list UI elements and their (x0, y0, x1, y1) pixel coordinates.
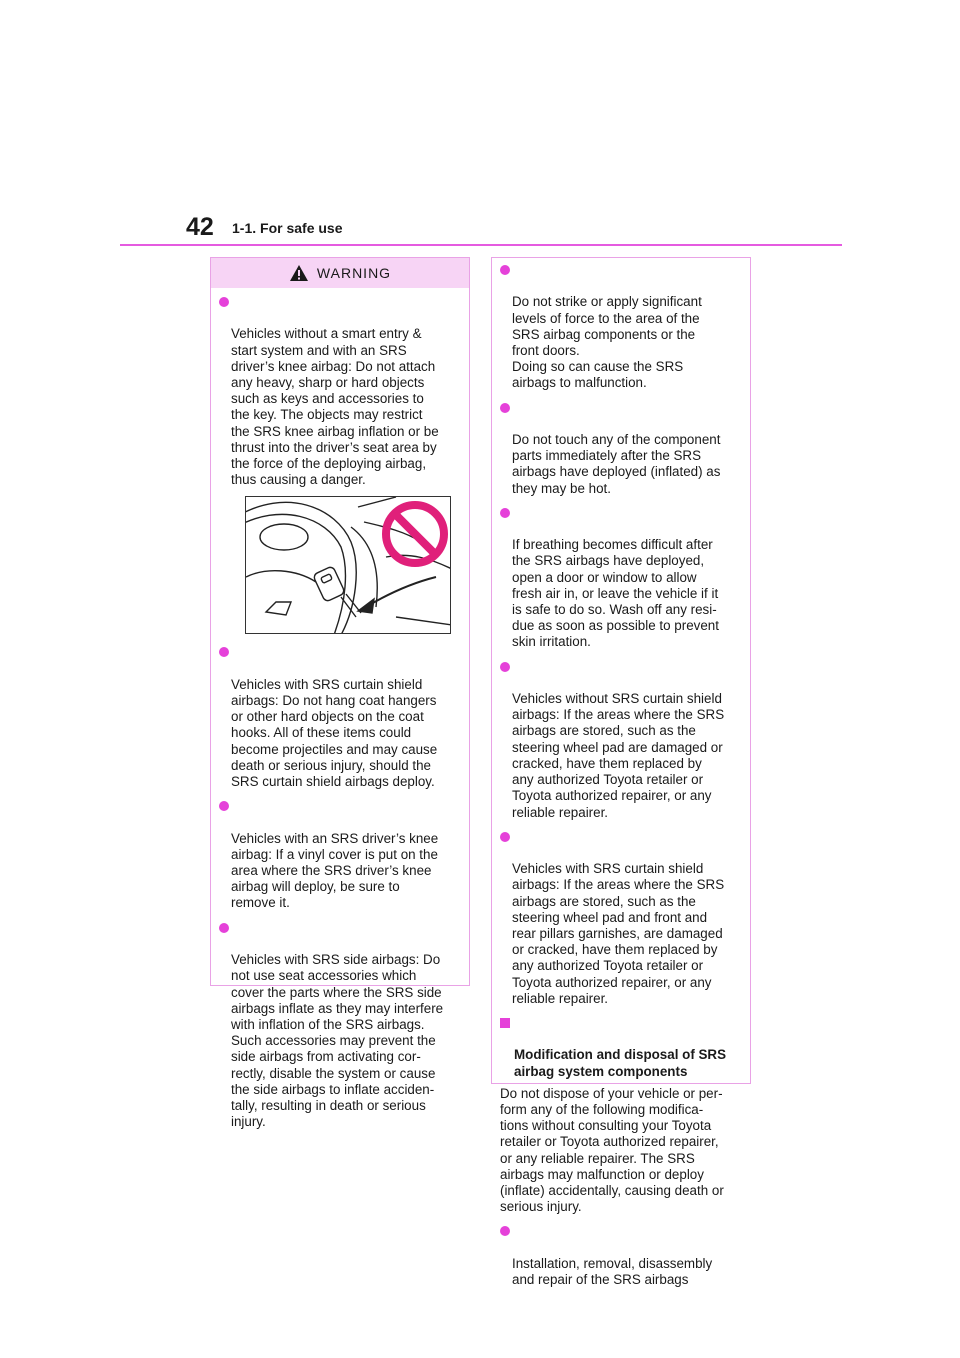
list-item-text: Vehicles with SRS side airbags: Do not use seat accessories which cover the parts where the SRS side airbags inflate as they may interfere with inflation of the SRS airbags. Such accessories may prevent the side airbags from activating cor- rectly, disable the system or cause the side airbags to inflate acciden- tally, resulting in death or serious injury. (231, 952, 444, 1130)
page-number: 42 (186, 213, 214, 241)
list-item (500, 659, 744, 821)
list-item-text: Do not touch any of the component parts immediately after the SRS airbags have deployed (inflated) as they may be hot. (512, 432, 721, 496)
list-item-text: Vehicles with SRS curtain shield airbags: Do not hang coat hangers or other hard objects on the coat hooks. All of these items could become projectiles and may cause death or serious injury, should the SRS curtain shield airbags deploy. (231, 676, 438, 790)
list-item (219, 294, 463, 488)
bullet-icon (500, 1226, 510, 1236)
list-item (500, 262, 744, 392)
list-item-text: Vehicles without a smart entry & start system and with an SRS driver’s knee airbag: Do not attach any heavy, sharp or hard objects such as keys and accessories to the key. The objects may restrict the SRS knee airbag inflation or be thrust into the driver’s seat area by the force of the deploying airbag, thus causing a danger. (231, 326, 439, 488)
warning-header (211, 258, 469, 288)
header-rule (120, 244, 842, 246)
list-item-text: Installation, removal, disassembly and repair of the SRS airbags (512, 1255, 713, 1287)
list-item (219, 644, 463, 790)
list-item-text: If breathing becomes difficult after the SRS airbags have deployed, open a door or window to allow fresh air in, or leave the vehicle if it is safe to do so. Wash off any resi- due as soon as possible to prevent skin irritation. (512, 537, 719, 650)
warning-title: WARNING (316, 265, 392, 281)
paragraph: Do not dispose of your vehicle or per- form any of the following modifica- tions without consulting your Toyota retailer or Toyota authorized repairer, or any reliable repairer. The SRS airbags may malfunction or deploy (inflate) accidentally, causing death or serious injury. (500, 1085, 724, 1215)
subsection-heading (500, 1015, 744, 1080)
warning-box (210, 257, 470, 1130)
subsection-heading-text: Modification and disposal of SRS airbag system components (514, 1047, 727, 1079)
list-item (500, 505, 744, 651)
bullet-icon (500, 403, 510, 413)
section-title: 1-1. For safe use (232, 220, 343, 236)
bullet-icon (500, 265, 510, 275)
list-item (219, 798, 463, 911)
prohibition-icon (380, 499, 450, 569)
bullet-icon (219, 923, 229, 933)
bullet-icon (219, 297, 229, 307)
list-item (500, 829, 744, 1007)
list-item-text: Vehicles with an SRS driver’s knee airbag: If a vinyl cover is put on the area where the SRS driver’s knee airbag will deploy, be sure to remove it. (231, 830, 439, 911)
warning-triangle-icon (289, 264, 309, 282)
bullet-icon (500, 832, 510, 842)
square-bullet-icon (500, 1018, 510, 1028)
list-item-text: Vehicles with SRS curtain shield airbags: If the areas where the SRS airbags are stored, such as the steering wheel pad and front and rear pillars garnishes, are damaged or cracked, have them replaced by any authorized Toyota retailer or Toyota authorized repairer, or any reliable repairer. (512, 861, 725, 1006)
list-item (500, 1223, 744, 1288)
list-item-text: Vehicles without SRS curtain shield airbags: If the areas where the SRS airbags are stored, such as the steering wheel pad are damaged or cracked, have them replaced by any authorized Toyota retailer or Toyota authorized repairer, or any reliable repairer. (512, 691, 725, 820)
bullet-icon (219, 647, 229, 657)
bullet-icon (219, 801, 229, 811)
warning-box-continued (491, 257, 751, 1287)
list-item (500, 400, 744, 497)
list-item (219, 920, 463, 1131)
bullet-icon (500, 508, 510, 518)
illustration-steering-key (245, 496, 451, 634)
bullet-icon (500, 662, 510, 672)
list-item-text: Do not strike or apply significant levels of force to the area of the SRS airbag components or the front doors. Doing so can cause the SRS airbags to malfunction. (512, 294, 702, 391)
